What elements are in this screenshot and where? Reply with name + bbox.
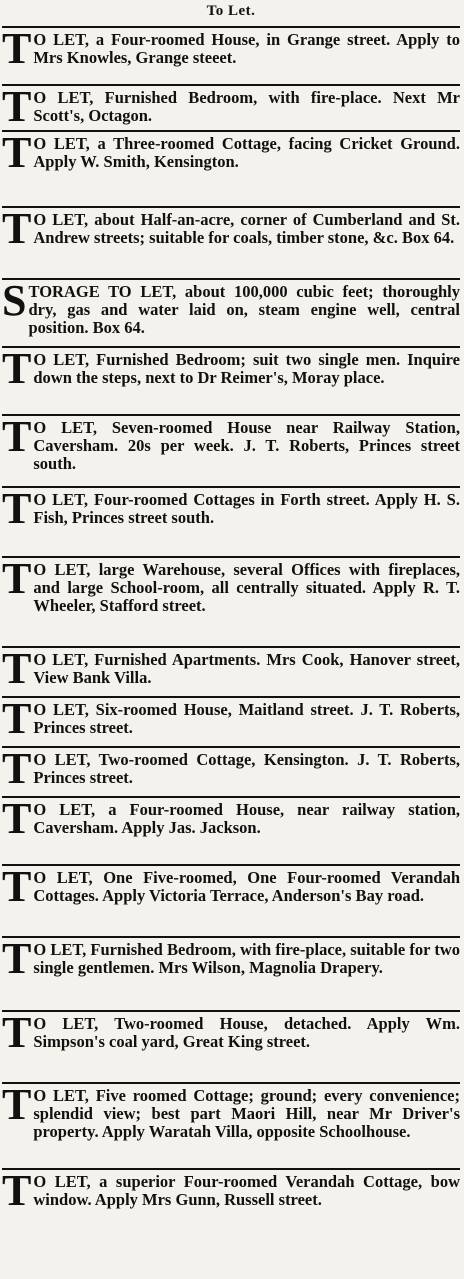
- classified-ad: [2, 646, 460, 696]
- classified-ad: [2, 1010, 460, 1082]
- ad-text: O LET, Furnished Bedroom; suit two single men. Inquire down the steps, next to Dr Reimer's, Moray place.: [33, 350, 460, 387]
- drop-cap: T: [2, 864, 32, 911]
- ad-text: O LET, about Half-an-acre, corner of Cumberland and St. Andrew streets; suitable for coals, timber stone, &c. Box 64.: [33, 210, 460, 247]
- drop-cap: T: [2, 130, 32, 177]
- classified-ad: [2, 346, 460, 414]
- ad-text: O LET, Two-roomed House, detached. Apply Wm. Simpson's coal yard, Great King street.: [33, 1014, 460, 1051]
- ad-text: O LET, One Five-roomed, One Four-roomed Verandah Cottages. Apply Victoria Terrace, Anderson's Bay road.: [33, 868, 460, 905]
- ad-text: O LET, Four-roomed Cottages in Forth street. Apply H. S. Fish, Princes street south.: [33, 490, 460, 527]
- drop-cap: T: [2, 646, 32, 693]
- ad-text: O LET, Furnished Bedroom, with fire-place, suitable for two single gentlemen. Mrs Wilson, Magnolia Drapery.: [33, 940, 460, 977]
- classified-ad: [2, 278, 460, 346]
- classified-ads: [2, 26, 460, 1229]
- classified-ad: [2, 696, 460, 746]
- ad-text: TORAGE TO LET, about 100,000 cubic feet; thoroughly dry, gas and water laid on, steam engine well, central position. Box 64.: [28, 282, 460, 337]
- drop-cap: T: [2, 26, 32, 73]
- ad-text: O LET, a Four-roomed House, near railway station, Caversham. Apply Jas. Jackson.: [33, 800, 460, 837]
- classified-ad: [2, 130, 460, 206]
- drop-cap: T: [2, 746, 32, 793]
- ad-text: O LET, a superior Four-roomed Verandah Cottage, bow window. Apply Mrs Gunn, Russell street.: [33, 1172, 460, 1209]
- ad-text: O LET, Furnished Apartments. Mrs Cook, Hanover street, View Bank Villa.: [33, 650, 460, 687]
- classified-ad: [2, 84, 460, 130]
- drop-cap: T: [2, 696, 32, 743]
- classified-ad: [2, 26, 460, 84]
- classified-ad: [2, 936, 460, 1010]
- ad-text: O LET, a Three-roomed Cottage, facing Cricket Ground. Apply W. Smith, Kensington.: [33, 134, 460, 171]
- classified-ad: [2, 206, 460, 278]
- ad-text: O LET, Seven-roomed House near Railway Station, Caversham. 20s per week. J. T. Roberts, Princes street south.: [33, 418, 460, 473]
- drop-cap: T: [2, 206, 32, 253]
- drop-cap: T: [2, 1010, 32, 1057]
- ad-text: O LET, Two-roomed Cottage, Kensington. J. T. Roberts, Princes street.: [33, 750, 460, 787]
- classified-ad: [2, 414, 460, 486]
- drop-cap: T: [2, 796, 32, 843]
- classified-ad: [2, 796, 460, 864]
- classified-ad: [2, 864, 460, 936]
- classified-ad: [2, 556, 460, 646]
- drop-cap: S: [2, 278, 27, 325]
- ad-text: O LET, large Warehouse, several Offices with fireplaces, and large School-room, all centrally situated. Apply R. T. Wheeler, Stafford street.: [33, 560, 460, 615]
- classified-ad: [2, 746, 460, 796]
- classified-ad: [2, 1168, 460, 1229]
- ad-text: O LET, Furnished Bedroom, with fire-place. Next Mr Scott's, Octagon.: [33, 88, 460, 125]
- drop-cap: T: [2, 414, 32, 461]
- column-heading: To Let.: [206, 3, 256, 19]
- drop-cap: T: [2, 936, 32, 983]
- classified-ad: [2, 486, 460, 556]
- drop-cap: T: [2, 1082, 32, 1129]
- drop-cap: T: [2, 1168, 32, 1215]
- ad-text: O LET, Six-roomed House, Maitland street. J. T. Roberts, Princes street.: [33, 700, 460, 737]
- drop-cap: T: [2, 556, 32, 603]
- ad-text: O LET, a Four-roomed House, in Grange street. Apply to Mrs Knowles, Grange steeet.: [33, 30, 460, 67]
- ad-text: O LET, Five roomed Cottage; ground; every convenience; splendid view; best part Maori Hill, near Mr Driver's property. Apply Waratah Villa, opposite Schoolhouse.: [33, 1086, 460, 1141]
- drop-cap: T: [2, 486, 32, 533]
- drop-cap: T: [2, 84, 32, 130]
- drop-cap: T: [2, 346, 32, 393]
- classified-ad: [2, 1082, 460, 1168]
